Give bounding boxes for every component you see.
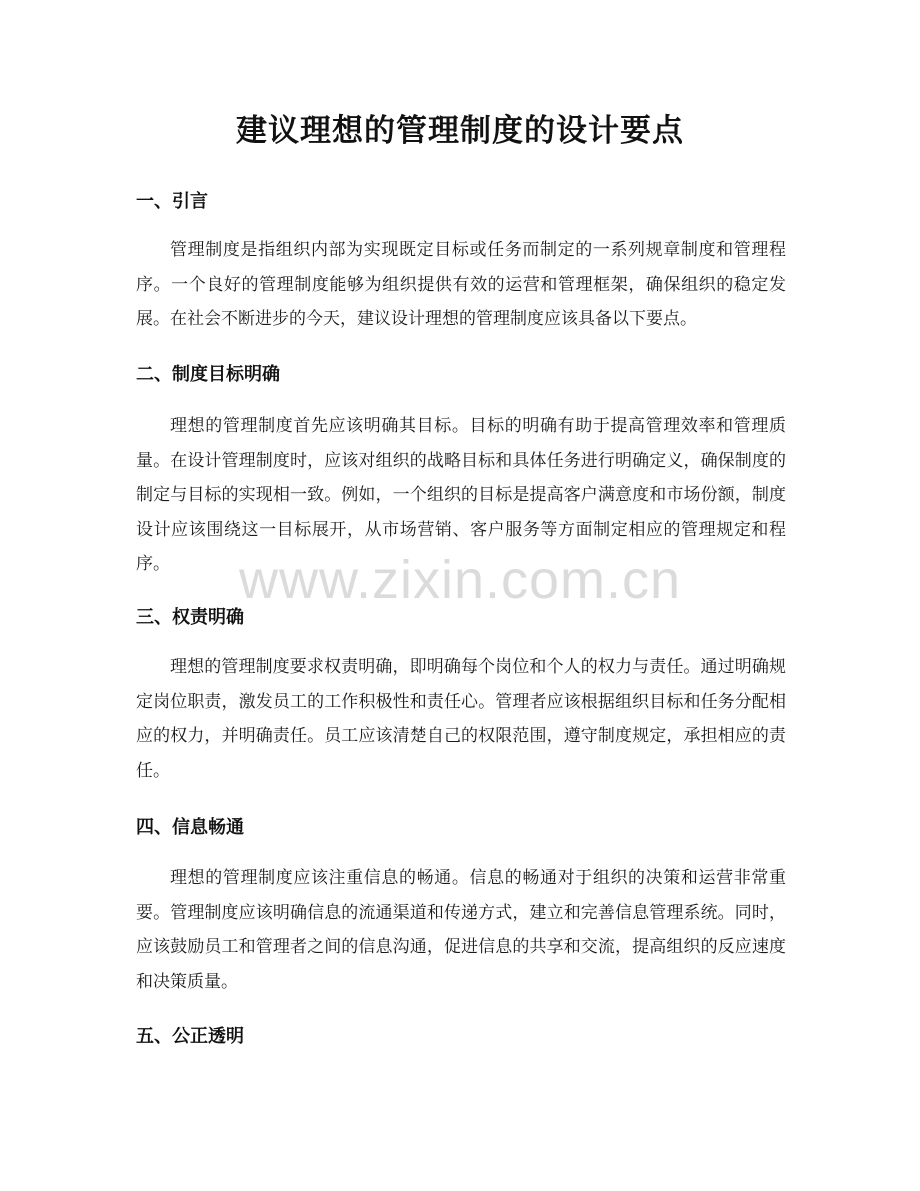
section-heading-fairness: 五、公正透明 — [136, 1026, 244, 1047]
document-title: 建议理想的管理制度的设计要点 — [236, 113, 684, 149]
section-heading-intro: 一、引言 — [136, 191, 208, 212]
section-paragraph-goal: 理想的管理制度首先应该明确其目标。目标的明确有助于提高管理效率和管理质量。在设计管理制度时，应该对组织的战略目标和具体任务进行明确定义，确保制度的制定与目标的实现相一致。例如，一个组织的目标是提高客户满意度和市场份额，制度设计应该围绕这一目标展开，从市场营销、客户服务等方面制定相应的管理规定和程序。 — [136, 416, 786, 574]
section-paragraph-intro: 管理制度是指组织内部为实现既定目标或任务而制定的一系列规章制度和管理程序。一个良好的管理制度能够为组织提供有效的运营和管理框架，确保组织的稳定发展。在社会不断进步的今天，建议设计理想的管理制度应该具备以下要点。 — [136, 240, 786, 329]
section-heading-responsibility: 三、权责明确 — [136, 607, 244, 628]
section-heading-information: 四、信息畅通 — [136, 817, 244, 838]
watermark: www.zixin.com.cn — [238, 550, 682, 610]
section-heading-goal: 二、制度目标明确 — [136, 364, 280, 385]
section-paragraph-information: 理想的管理制度应该注重信息的畅通。信息的畅通对于组织的决策和运营非常重要。管理制度应该明确信息的流通渠道和传递方式，建立和完善信息管理系统。同时，应该鼓励员工和管理者之间的信息沟通，促进信息的共享和交流，提高组织的反应速度和决策质量。 — [136, 868, 786, 992]
section-paragraph-responsibility: 理想的管理制度要求权责明确，即明确每个岗位和个人的权力与责任。通过明确规定岗位职责，激发员工的工作积极性和责任心。管理者应该根据组织目标和任务分配相应的权力，并明确责任。员工应该清楚自己的权限范围，遵守制度规定，承担相应的责任。 — [136, 657, 786, 781]
